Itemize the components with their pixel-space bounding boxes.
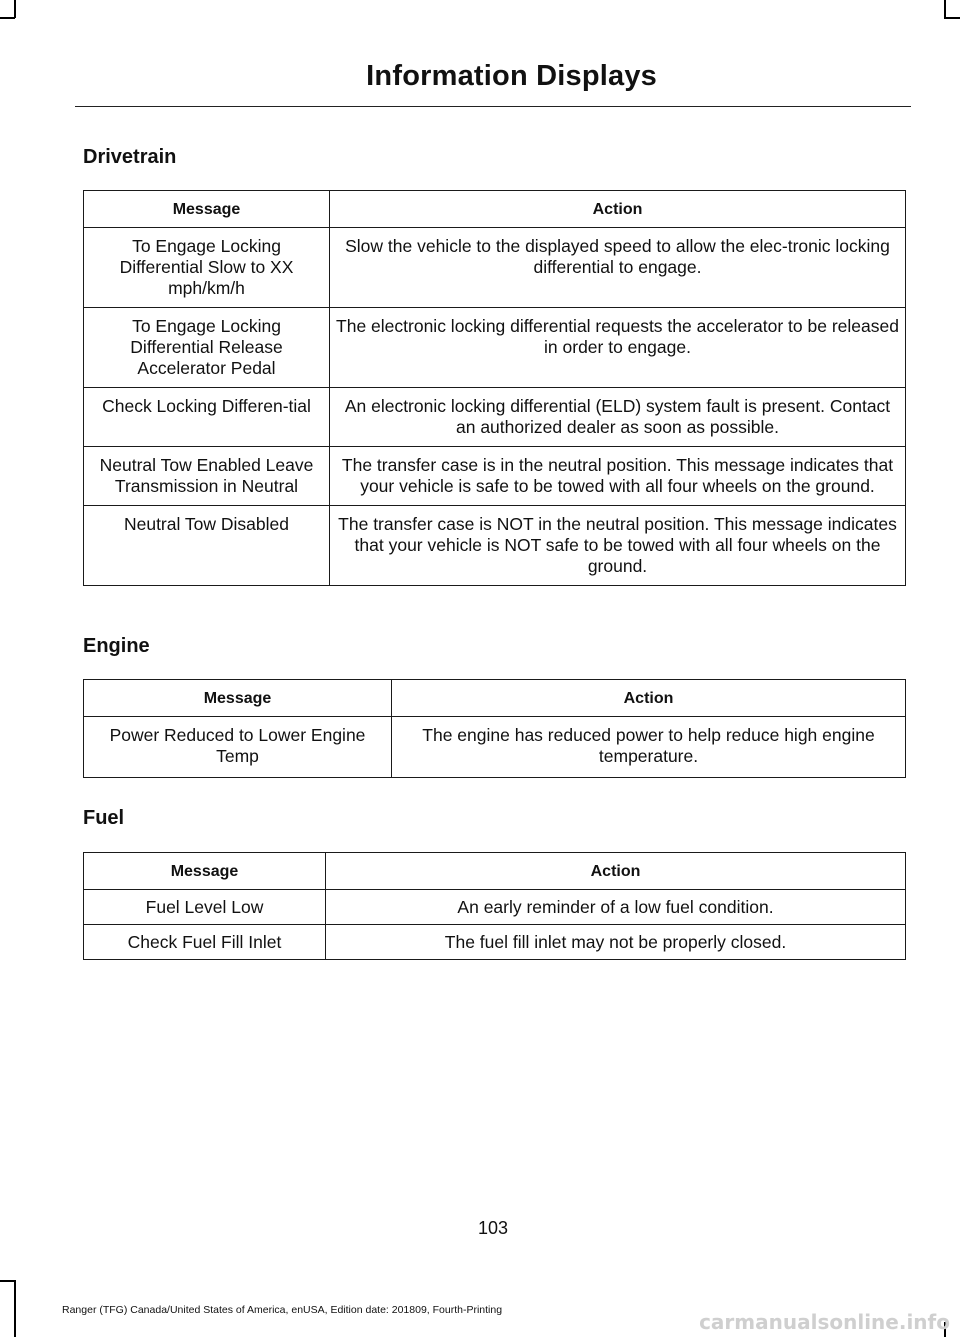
- table-row: [84, 308, 906, 388]
- message-cell: Power Reduced to Lower Engine Temp: [84, 717, 392, 778]
- fuel-table: [83, 852, 906, 960]
- crop-mark: [944, 17, 960, 19]
- page-header: [75, 60, 911, 107]
- message-cell: Neutral Tow Enabled Leave Transmission in Neutral: [84, 447, 330, 506]
- action-cell: An electronic locking differential (ELD) system fault is present. Contact an authorized dealer as soon as possible.: [330, 388, 906, 447]
- action-cell: The transfer case is in the neutral position. This message indicates that your vehicle is safe to be towed with all four wheels on the ground.: [330, 447, 906, 506]
- action-cell: Slow the vehicle to the displayed speed to allow the elec-tronic locking differential to engage.: [330, 228, 906, 308]
- action-cell: An early reminder of a low fuel condition.: [326, 890, 906, 925]
- section-title-engine: Engine: [83, 635, 150, 657]
- column-header-message: Message: [84, 191, 330, 228]
- message-cell: Neutral Tow Disabled: [84, 506, 330, 586]
- section-title-fuel: Fuel: [83, 807, 125, 829]
- table-row: [84, 228, 906, 308]
- column-header-action: Action: [392, 680, 906, 717]
- crop-mark: [0, 1280, 15, 1282]
- message-cell: Check Fuel Fill Inlet: [84, 925, 326, 960]
- table-row: [84, 388, 906, 447]
- action-cell: The transfer case is NOT in the neutral position. This message indicates that your vehicle is NOT safe to be towed with all four wheels on the ground.: [330, 506, 906, 586]
- crop-mark: [0, 17, 15, 19]
- action-cell: The fuel fill inlet may not be properly closed.: [326, 925, 906, 960]
- table-row: [84, 506, 906, 586]
- column-header-action: Action: [330, 191, 906, 228]
- drivetrain-table: [83, 190, 906, 586]
- watermark: carmanualsonline.info: [699, 1310, 950, 1334]
- message-cell: To Engage Locking Differential Release Accelerator Pedal: [84, 308, 330, 388]
- crop-mark: [944, 0, 946, 18]
- table-header-row: [84, 191, 906, 228]
- page-title: Information Displays: [366, 60, 657, 92]
- edition-footer: Ranger (TFG) Canada/United States of America, enUSA, Edition date: 201809, Fourth-Printing: [62, 1304, 503, 1316]
- crop-mark: [14, 1280, 16, 1337]
- page-number: 103: [477, 1218, 509, 1238]
- table-header-row: [84, 680, 906, 717]
- table-row: [84, 447, 906, 506]
- table-row: [84, 890, 906, 925]
- column-header-message: Message: [84, 853, 326, 890]
- message-cell: Fuel Level Low: [84, 890, 326, 925]
- action-cell: The electronic locking differential requests the accelerator to be released in order to engage.: [330, 308, 906, 388]
- table-header-row: [84, 853, 906, 890]
- column-header-message: Message: [84, 680, 392, 717]
- section-title-drivetrain: Drivetrain: [83, 146, 177, 168]
- table-row: [84, 925, 906, 960]
- message-cell: To Engage Locking Differential Slow to XX mph/km/h: [84, 228, 330, 308]
- crop-mark: [14, 0, 16, 18]
- column-header-action: Action: [326, 853, 906, 890]
- engine-table: [83, 679, 906, 778]
- table-row: [84, 717, 906, 778]
- action-cell: The engine has reduced power to help reduce high engine temperature.: [392, 717, 906, 778]
- message-cell: Check Locking Differen-tial: [84, 388, 330, 447]
